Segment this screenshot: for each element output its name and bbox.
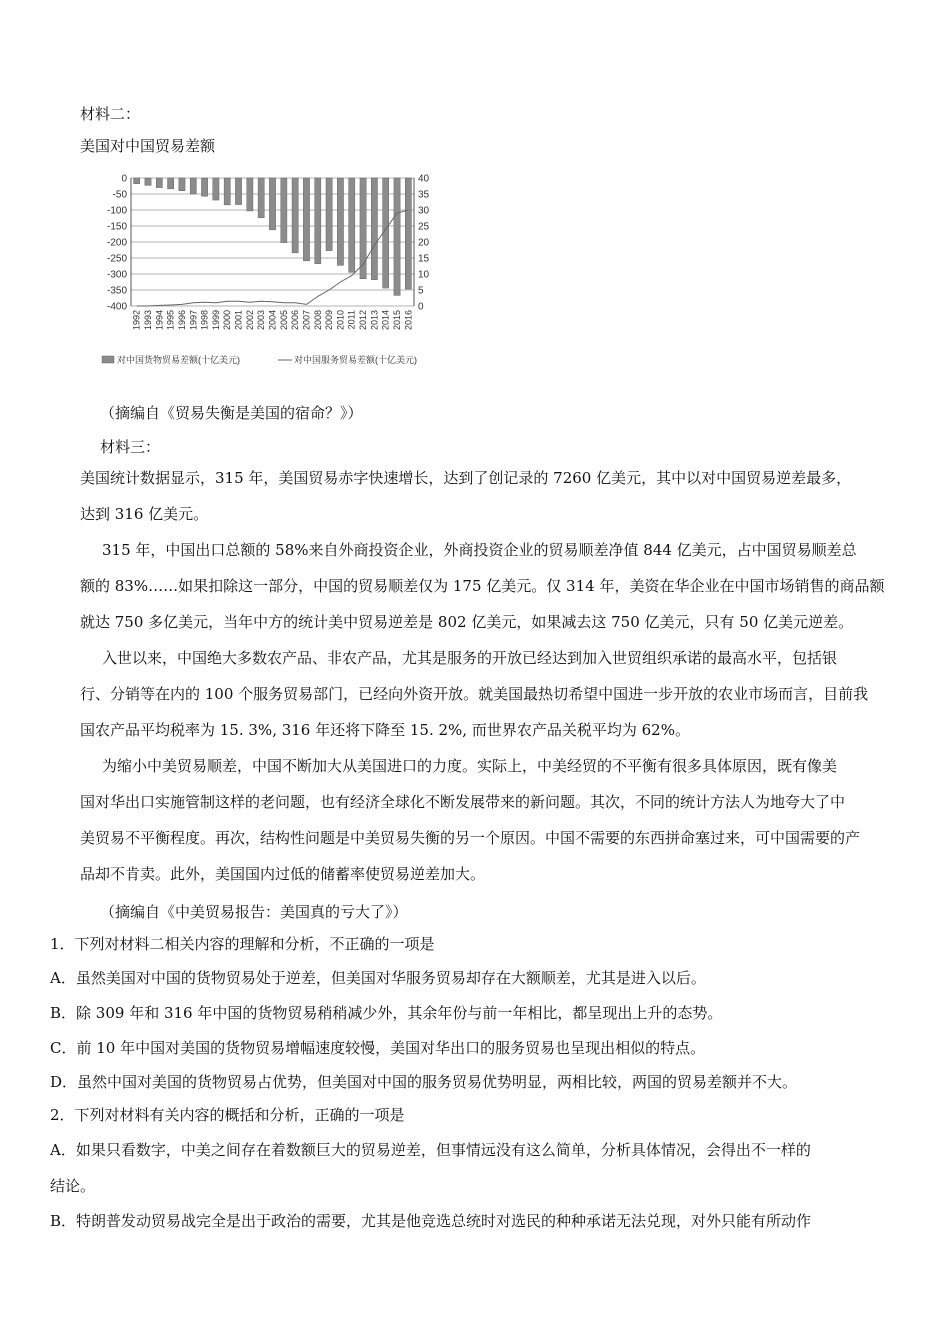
p3-line-1: 入世以来，中国绝大多数农产品、非农产品，尤其是服务的开放已经达到加入世贸组织承诺的最高水平，包括银 [102, 649, 838, 667]
bar-goods-2006 [292, 178, 298, 253]
x-tick-label: 1996 [176, 310, 187, 331]
x-tick-label: 2008 [312, 310, 323, 331]
right-tick-label: 15 [418, 253, 430, 265]
bar-goods-1997 [190, 178, 196, 194]
legend-bar-swatch [102, 356, 114, 363]
bar-goods-2002 [247, 178, 253, 211]
x-tick-label: 2001 [233, 310, 244, 331]
q1-option-a: A．虽然美国对中国的货物贸易处于逆差，但美国对华服务贸易却存在大额顺差，尤其是进入以后。 [50, 969, 706, 987]
x-tick-label: 2013 [369, 310, 380, 331]
right-tick-label: 20 [418, 237, 430, 249]
p4-line-4: 品却不肯卖。此外，美国国内过低的储蓄率使贸易逆差加大。 [80, 865, 486, 883]
left-tick-label: -350 [106, 285, 127, 297]
material2-label: 材料二： [80, 105, 141, 123]
left-tick-label: -300 [106, 269, 127, 281]
x-tick-label: 1997 [188, 310, 199, 331]
x-tick-label: 2016 [403, 310, 414, 331]
bar-goods-2008 [315, 178, 321, 264]
bar-goods-2009 [326, 178, 332, 251]
x-tick-label: 2012 [358, 310, 369, 331]
bar-goods-2016 [405, 178, 411, 289]
x-tick-label: 2007 [301, 310, 312, 331]
left-tick-label: -150 [106, 221, 127, 233]
q1-option-c: C．前 10 年中国对美国的货物贸易增幅速度较慢，美国对华出口的服务贸易也呈现出相似的特点。 [50, 1039, 706, 1057]
x-tick-label: 2014 [380, 310, 391, 331]
legend-services: 对中国服务贸易差额(十亿美元) [294, 355, 417, 365]
bar-goods-2015 [394, 178, 400, 295]
left-tick-label: -400 [106, 301, 127, 313]
x-tick-label: 1994 [154, 310, 165, 331]
q2-option-a-line-2: 结论。 [50, 1177, 96, 1195]
bar-goods-2004 [269, 178, 275, 230]
x-tick-label: 2003 [256, 310, 267, 331]
x-tick-label: 1992 [131, 310, 142, 331]
q1-option-b: B．除 309 年和 316 年中国的货物贸易稍稍减少外，其余年份与前一年相比，都呈现出上升的态势。 [50, 1004, 723, 1022]
x-tick-label: 1993 [142, 310, 153, 331]
material3-source: （摘编自《中美贸易报告：美国真的亏大了》） [100, 903, 408, 921]
x-tick-label: 1995 [165, 310, 176, 331]
right-tick-label: 5 [418, 285, 424, 297]
x-tick-label: 2009 [324, 310, 335, 331]
x-tick-label: 2015 [392, 310, 403, 331]
bar-goods-2001 [235, 178, 241, 205]
material3-paragraph-1 [80, 460, 910, 532]
bar-goods-1992 [134, 178, 140, 184]
material3-paragraph-4 [80, 748, 910, 892]
x-tick-label: 2010 [335, 310, 346, 331]
material3-label: 材料三： [100, 438, 161, 456]
bar-goods-2005 [281, 178, 287, 243]
q1-stem: 1．下列对材料二相关内容的理解和分析，不正确的一项是 [50, 935, 435, 953]
left-tick-label: -100 [106, 205, 127, 217]
q2-option-a-line-1: A．如果只看数字，中美之间存在着数额巨大的贸易逆差，但事情远没有这么简单，分析具体情况，会得出不一样的 [50, 1141, 811, 1159]
p3-line-2: 行、分销等在内的 100 个服务贸易部门，已经向外资开放。就美国最热切希望中国进一步开放的农业市场而言，目前我 [80, 685, 869, 703]
p2-line-3: 就达 750 多亿美元，当年中方的统计美中贸易逆差是 802 亿美元，如果减去这 750 亿美元，只有 50 亿美元逆差。 [80, 613, 854, 631]
bar-goods-2010 [337, 178, 343, 265]
x-tick-label: 2004 [267, 310, 278, 331]
p2-line-2: 额的 83%……如果扣除这一部分，中国的贸易顺差仅为 175 亿美元。仅 314 年，美资在华企业在中国市场销售的商品额 [80, 577, 885, 595]
right-tick-label: 10 [418, 269, 430, 281]
bar-goods-1996 [179, 178, 185, 191]
right-tick-label: 0 [418, 301, 424, 313]
q2-option-b: B．特朗普发动贸易战完全是出于政治的需要，尤其是他竞选总统时对选民的种种承诺无法兑现，对外只能有所动作 [50, 1212, 812, 1230]
p1-line-2: 达到 316 亿美元。 [80, 505, 209, 523]
q2-stem: 2．下列对材料有关内容的概括和分析，正确的一项是 [50, 1106, 405, 1124]
p3-line-3: 国农产品平均税率为 15. 3%, 316 年还将下降至 15. 2%, 而世界农产品关税平均为 62%。 [80, 721, 690, 739]
x-tick-label: 1998 [199, 310, 210, 331]
x-tick-label: 1999 [210, 310, 221, 331]
p1-line-1: 美国统计数据显示，315 年，美国贸易赤字快速增长，达到了创记录的 7260 亿美元，其中以对中国贸易逆差最多， [80, 469, 852, 487]
p4-line-2: 国对华出口实施管制这样的老问题，也有经济全球化不断发展带来的新问题。其次，不同的统计方法人为地夸大了中 [80, 793, 846, 811]
left-tick-label: -200 [106, 237, 127, 249]
left-tick-label: -250 [106, 253, 127, 265]
x-tick-label: 2002 [244, 310, 255, 331]
bar-goods-2011 [349, 178, 355, 272]
material3-paragraph-2 [80, 532, 910, 640]
bar-goods-2007 [303, 178, 309, 261]
x-tick-label: 2005 [278, 310, 289, 331]
bar-goods-1998 [201, 178, 207, 196]
p4-line-1: 为缩小中美贸易顺差，中国不断加大从美国进口的力度。实际上，中美经贸的不平衡有很多具体原因，既有像美 [102, 757, 838, 775]
q1-option-d: D．虽然中国对美国的货物贸易占优势，但美国对中国的服务贸易优势明显，两相比较，两国的贸易差额并不大。 [50, 1073, 798, 1091]
bar-goods-1995 [168, 178, 174, 189]
left-tick-label: 0 [121, 173, 127, 185]
bar-goods-2003 [258, 178, 264, 218]
legend-goods: 对中国货物贸易差额(十亿美元) [117, 355, 240, 365]
bar-goods-2000 [224, 178, 230, 205]
bar-goods-1993 [145, 178, 151, 185]
x-tick-label: 2000 [222, 310, 233, 331]
p4-line-3: 美贸易不平衡程度。再次，结构性问题是中美贸易失衡的另一个原因。中国不需要的东西拼命塞过来，可中国需要的产 [80, 829, 861, 847]
right-tick-label: 30 [418, 205, 430, 217]
x-tick-label: 2006 [290, 310, 301, 331]
right-tick-label: 40 [418, 173, 430, 185]
bar-goods-2013 [371, 178, 377, 280]
x-tick-label: 2011 [346, 310, 357, 330]
material2-source: （摘编自《贸易失衡是美国的宿命？》） [100, 404, 363, 422]
right-tick-label: 35 [418, 189, 430, 201]
chart-title: 美国对中国贸易差额 [80, 137, 216, 155]
material3-paragraph-3 [80, 640, 910, 748]
trade-balance-chart [96, 166, 442, 376]
p2-line-1: 315 年，中国出口总额的 58%来自外商投资企业，外商投资企业的贸易顺差净值 844 亿美元，占中国贸易顺差总 [102, 541, 857, 559]
bar-goods-1999 [213, 178, 219, 200]
bar-goods-1994 [156, 178, 162, 188]
right-tick-label: 25 [418, 221, 430, 233]
left-tick-label: -50 [112, 189, 127, 201]
